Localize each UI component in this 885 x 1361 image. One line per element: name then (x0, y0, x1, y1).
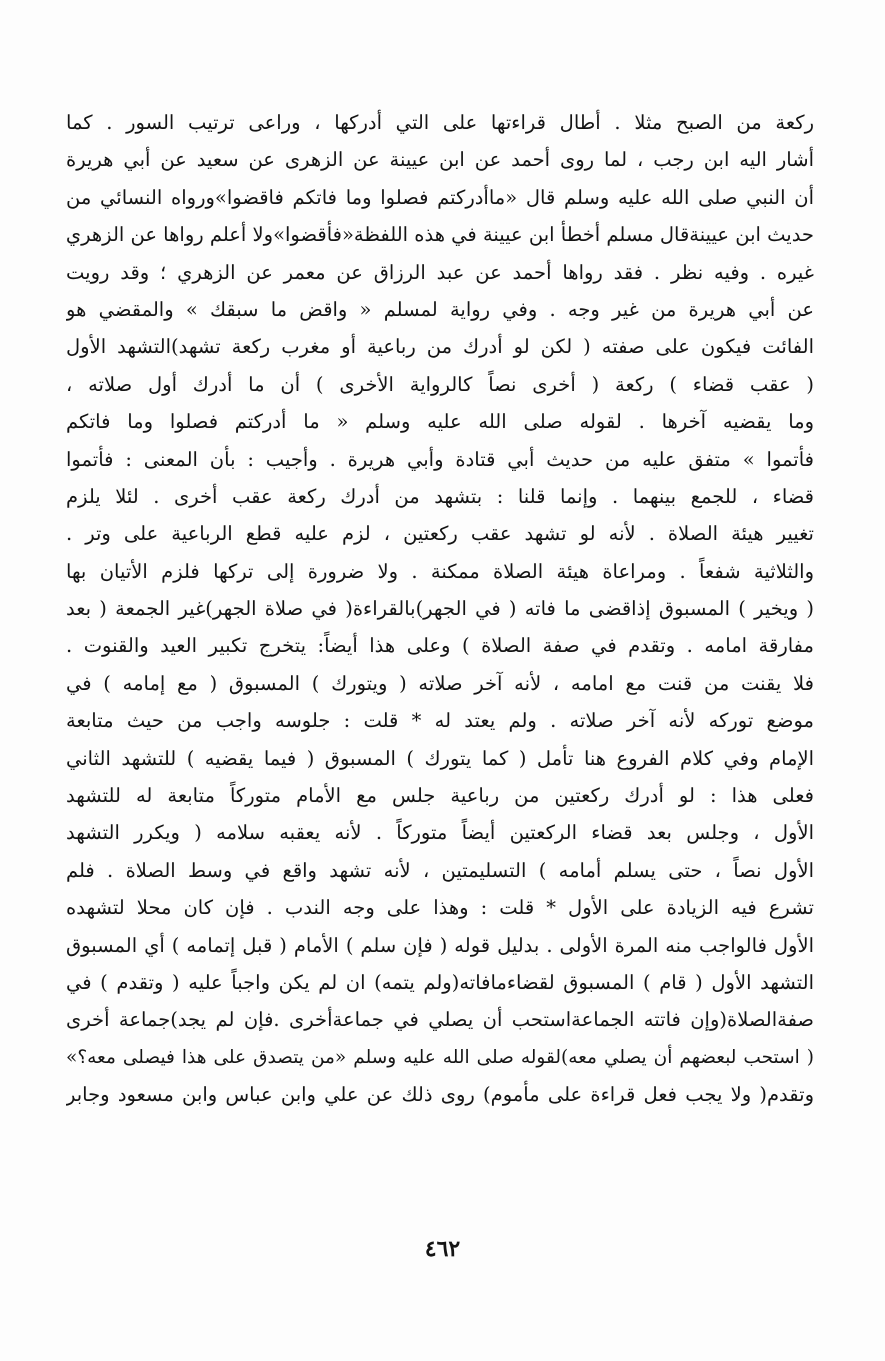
text-line: والثلاثية شفعاً . ومراعاة هيئة الصلاة ممكنة . ولا ضرورة إلى تركها فلزم الأتيان بها (66, 559, 814, 583)
text-line: الأول نصاً ، حتى يسلم أمامه ) التسليمتين ، لأنه تشهد واقع في وسط الصلاة . فلم (66, 858, 814, 882)
text-line: موضع توركه لأنه آخر صلاته . ولم يعتد له * قلت : جلوسه واجب من حيث متابعة (66, 709, 814, 733)
text-line: قضاء ، للجمع بينهما . وإنما قلنا : بتشهد من أدرك ركعة عقب أخرى . لئلا يلزم (66, 484, 814, 508)
text-line: فعلى هذا : لو أدرك ركعتين من رباعية جلس مع الأمام متوركاً متابعة له للتشهد (66, 784, 814, 808)
text-line: ركعة من الصبح مثلا . أطال قراءتها على التي أدركها ، وراعى ترتيب السور . كما (66, 111, 814, 134)
text-line: وتقدم( ولا يجب فعل قراءة على مأموم) روى ذلك عن علي وابن عباس وابن مسعود وجابر (66, 1083, 814, 1107)
body-text (66, 104, 814, 1114)
text-line: ( ويخير ) المسبوق إذاقضى ما فاته ( في الجهر)بالقراءة( في صلاة الجهر)غير الجمعة ( بعد (66, 597, 814, 621)
text-line: الأول فالواجب منه المرة الأولى . بدليل قوله ( فإن سلم ) الأمام ( قبل إتمامه ) أي المسبوق (66, 933, 814, 957)
text-line: أشار اليه ابن رجب ، لما روى أحمد عن ابن عيينة عن الزهرى عن سعيد عن أبي هريرة (66, 148, 814, 172)
text-line: وما يقضيه آخرها . لقوله صلى الله عليه وسلم « ما أدركتم فصلوا وما فاتكم (66, 410, 814, 434)
text-line: تشرع فيه الزيادة على الأول * قلت : وهذا على وجه الندب . فإن كان محلا لتشهده (66, 896, 814, 920)
text-line: عن أبي هريرة من غير وجه . وفي رواية لمسلم « واقض ما سبقك » والمقضي هو (66, 297, 814, 321)
text-line: تغيير هيئة الصلاة . لأنه لو تشهد عقب ركعتين ، لزم عليه قطع الرباعية على وتر . (66, 522, 814, 546)
text-line: الإمام وفي كلام الفروع هنا تأمل ( كما يتورك ) المسبوق ( فيما يقضيه ) للتشهد الثاني (66, 746, 814, 770)
text-line: أن النبي صلى الله عليه وسلم قال «ماأدركتم فصلوا وما فاتكم فاقضوا»ورواه النسائي من (66, 185, 814, 209)
text-line: صفةالصلاة(وإن فاتته الجماعةاستحب أن يصلي في جماعةأخرى .فإن لم يجد)جماعة أخرى (66, 1008, 814, 1032)
text-line: حديث ابن عيينةقال مسلم أخطأ ابن عيينة في هذه اللفظة«فأقضوا»ولا أعلم رواها عن الزهري (66, 223, 814, 247)
text-line: فأتموا » متفق عليه من حديث أبي قتادة وأبي هريرة . وأجيب : بأن المعنى : فأتموا (66, 447, 814, 471)
text-line: الفائت فيكون على صفته ( لكن لو أدرك من رباعية أو مغرب ركعة تشهد)التشهد الأول (66, 335, 814, 359)
text-line: مفارقة امامه . وتقدم في صفة الصلاة ) وعلى هذا أيضاً: يتخرج تكبير العيد والقنوت . (66, 634, 814, 658)
text-line: فلا يقنت من قنت مع امامه ، لأنه آخر صلاته ( ويتورك ) المسبوق ( مع إمامه ) في (66, 671, 814, 695)
text-line: ( استحب لبعضهم أن يصلي معه)لقوله صلى الله عليه وسلم «من يتصدق على هذا فيصلى معه؟» (66, 1046, 814, 1068)
page-number: ٤٦٢ (424, 1236, 461, 1262)
text-line: غيره . وفيه نظر . فقد رواها أحمد عن عبد الرزاق عن معمر عن الزهري ؛ وقد رويت (66, 260, 814, 284)
text-line: التشهد الأول ( قام ) المسبوق لقضاءمافاته(ولم يتمه) ان لم يكن واجباً عليه ( وتقدم ) في (66, 970, 814, 994)
text-line: ( عقب قضاء ) ركعة ( أخرى نصاً كالرواية الأخرى ) أن ما أدرك أول صلاته ، (66, 372, 814, 396)
text-line: الأول ، وجلس بعد قضاء الركعتين أيضاً متوركاً . لأنه يعقبه سلامه ( ويكرر التشهد (66, 821, 814, 845)
